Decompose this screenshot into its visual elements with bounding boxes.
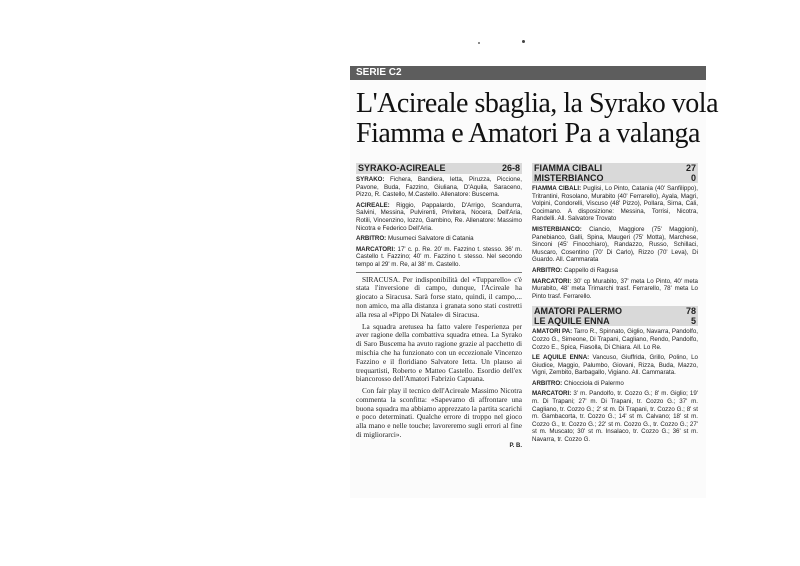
label-marcatori: MARCATORI:: [356, 245, 396, 253]
lineup-misterbianco: [532, 226, 698, 264]
match2-score2: 0: [690, 173, 696, 183]
lineup-aquile-text: Vancuso, Giuffrida, Grillo, Polino, Lo Giudice, Maggio, Palumbo, Giovani, Rizza, Buda, Mazzo, Vigni, Zembito, Barbagallo, Vigiano. All. Cammarata.: [532, 354, 698, 377]
scan-speck: [522, 40, 525, 43]
match3-referee: [532, 380, 698, 388]
scan-speck: [478, 42, 480, 44]
lineup-acireale: [356, 202, 522, 232]
lineup-fiamma: [532, 185, 698, 223]
match3-score1: 78: [685, 306, 696, 317]
match1-scorebar: [356, 163, 522, 174]
match3-scorers-text: 3' m. Pandolfo, tr. Cozzo G.; 8' m. Giglio; 19' m. Di Trapani; 27' m. Di Trapani, tr. Cozzo G.; 37' m. Cagliano, tr. Cozzo G.; 2' st m. Di Trapani, tr. Cozzo G.; 8' st m. Gambacorta, tr. Cozzo G.; 14' st m. Calvano; 18' st m. Cozzo G., tr. Cozzo G.; 22' st m. Cozzo G., tr. Cozzo G.; 27' st m. Muscato; 30' st m. Insalaco, tr. Cozzo G.; 36' st m. Navarra, tr. Cozzo G.: [532, 390, 698, 444]
label-syrako: SYRAKO:: [356, 176, 385, 183]
left-column: [356, 163, 522, 450]
match3-team2: LE AQUILE ENNA: [534, 316, 610, 327]
label-aquile: LE AQUILE ENNA:: [532, 354, 590, 362]
match2-score1: 27: [685, 163, 696, 173]
label-arbitro: ARBITRO:: [532, 379, 563, 387]
label-fiamma: FIAMMA CIBALI:: [532, 185, 582, 192]
label-marcatori: MARCATORI:: [532, 390, 572, 398]
match3-score2: 5: [690, 316, 696, 327]
label-marcatori: MARCATORI:: [532, 277, 572, 285]
match3-scorers: [532, 390, 698, 443]
label-arbitro: ARBITRO:: [532, 266, 563, 274]
label-acireale: ACIREALE:: [356, 201, 390, 209]
match2-team2: MISTERBIANCO: [534, 173, 604, 183]
match3-team1: AMATORI PALERMO: [534, 306, 622, 317]
label-arbitro: ARBITRO:: [356, 235, 387, 243]
label-misterbianco: MISTERBIANCO:: [532, 225, 582, 233]
match2-team1: FIAMMA CIBALI: [534, 163, 603, 173]
article-paragraph-3: Con fair play il tecnico dell'Acireale Massimo Nicotra commenta la sconfitta: «Sapevamo di affrontare una buona squadra ma abbiamo apprezzato la partita scarichi e poco determinati. Qualche errore di troppo nel gioco alla mano e nelle touche; lavoreremo sugli errori al fine di migliorarci».: [356, 386, 522, 440]
section-bar: [350, 66, 706, 80]
headline-line-1: L'Acireale sbaglia, la Syrako vola: [356, 88, 719, 119]
match1-teams: SYRAKO-ACIREALE: [358, 163, 446, 173]
lineup-amatori-text: Tarro R., Spinnato, Giglio, Navarra, Pandolfo, Cozzo G., Simeone, Di Trapani, Cagliano, Rendo, Pandolfo, Cozzo E., Spica, Fiasolla, Di Chiara. All. Lo Re.: [532, 328, 698, 351]
match2-referee: [532, 267, 698, 275]
match2-scorers-text: 30' cp Murabito, 37' meta Lo Pinto, 40' meta Murabito, 48' meta Trimarchi trasf. Ferrarello, 78' meta Lo Pinto trasf. Ferrarello.: [532, 277, 698, 300]
article-paragraph-2: La squadra aretusea ha fatto valere l'esperienza per aver ragione della combattiva squadra etnea. La Syrako di Saro Buscema ha avuto ragione grazie al pacchetto di mischia che ha funzionato con un eccezionale Vincenzo Fazzino e il floridiano Salvatore Ietta. Un plauso ai trequartisti, Roberto e Matteo Castello. Esordio dell'ex biancorosso dell'Amatori Fabrizio Capuana.: [356, 321, 522, 384]
match2-scorebar-team2: [532, 173, 698, 183]
match2-scorebar-team1: [532, 163, 698, 173]
lineup-acireale-text: Riggio, Pappalardo, D'Arrigo, Scandurra, Salvini, Messina, Pulvirenti, Privitera, Nocera, Dell'Aria, Rotili, Vincenzino, Iozzo, Gambino, Re. Allenatore: Massimo Nicotra e Federico Dell'Aria.: [356, 201, 522, 232]
author-signature: P. B.: [509, 442, 522, 449]
article-paragraph-1: SIRACUSA. Per indisponibilità del «Tupparello» c'è stata l'inversione di campo, dunque, l'Acireale ha giocato a Siracusa. Sarà forse stato, quindi, il campo,... non amico, ma alla distanza i granata sono stati costretti alla resa al «Pippo Di Natale» di Siracusa.: [356, 274, 522, 319]
lineup-amatori: [532, 328, 698, 351]
match1-referee-text: Musumeci Salvatore di Catania: [387, 235, 474, 243]
lineup-syrako-text: Fichera, Bandiera, Ietta, Piruzza, Piccione, Pavone, Buda, Fazzino, Giuliana, D'Aquila, Saraceno, Pizzo, R. Castello, M.Castello. Allenatore: Buscema.: [356, 176, 522, 199]
match3-scorebar-team2: [532, 316, 698, 326]
lineup-fiamma-text: Puglisi, Lo Pinto, Catania (40' Sanfilippo), Tritrantini, Rosolano, Murabito (40' Ferrarello), Ayala, Magri, Volpini, Condorelli, Viscuso (48' Pizzo), Pollara, Sirna, Cali, Cocimano. A disposizione: Messina, Torrisi, Nicotra, Randelli. All. Salvatore Trovato: [532, 185, 698, 223]
match1-referee: [356, 235, 522, 243]
match1-score: 26-8: [501, 163, 520, 173]
divider: [356, 272, 522, 273]
lineup-aquile: [532, 354, 698, 377]
match2-referee-text: Cappello di Ragusa: [563, 266, 618, 274]
section-label: SERIE C2: [356, 67, 402, 78]
match2-scorers: [532, 278, 698, 301]
match3-referee-text: Chiocciola di Palermo: [563, 379, 624, 387]
match1-scorers-text: 17' c. p. Re. 20' m. Fazzino t. stesso. 36' m. Castello t. Fazzino; 40' m. Fazzino t. stesso. Nel secondo tempo al 29' m. Re, al 38' m. Castello.: [356, 245, 522, 268]
match3-scorebar-team1: [532, 306, 698, 316]
match1-scorers: [356, 246, 522, 269]
lineup-syrako: [356, 176, 522, 199]
label-amatori: AMATORI PA:: [532, 328, 573, 336]
headline-line-2: Fiamma e Amatori Pa a valanga: [356, 118, 700, 149]
right-column: [532, 163, 698, 447]
lineup-misterbianco-text: Ciancio, Maggiore (75' Maggioni), Panebianco, Galli, Spina, Maugeri (75' Motta), Marchese, Sinconi (45' Finocchiaro), Randazzo, Russo, Schillaci, Muscaro, Cosentino (70' Di Carlo), Rizzo (70' Leva), Di Guardo. All. Cammarata: [532, 225, 698, 264]
